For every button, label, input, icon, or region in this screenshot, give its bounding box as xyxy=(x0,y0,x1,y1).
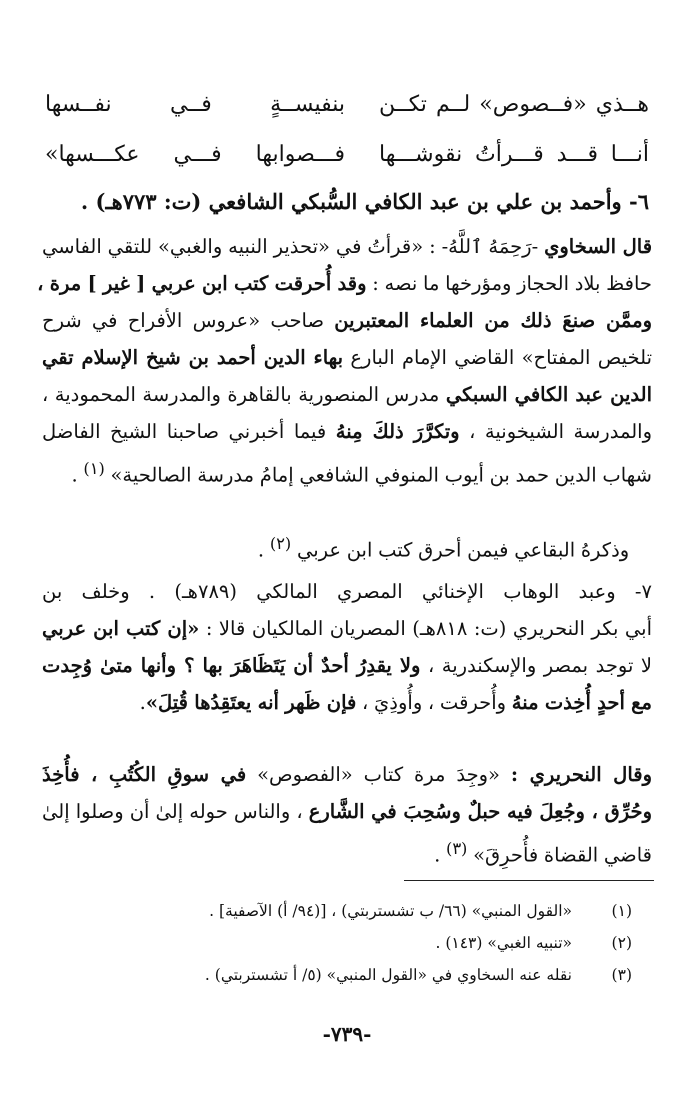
bold-span: وممَّن صنعَ ذلك من العلماء المعتبرين xyxy=(334,309,652,332)
verse-line xyxy=(45,85,649,125)
footnote-text: «تنبيه الغبي» (١٤٣) . xyxy=(435,934,572,952)
text-line xyxy=(42,684,652,721)
footnote-number: (٣) xyxy=(611,966,632,984)
punctuation: . xyxy=(139,691,146,714)
text-line xyxy=(42,573,652,610)
text-line xyxy=(42,793,652,830)
text-span: فيما أخبرني صاحبنا الشيخ الفاضل xyxy=(42,420,327,443)
text-span: : «قرأتُ في «تحذير النبيه والغبي» للتقي الفاسي xyxy=(42,235,436,258)
footnote-ref: (٢) xyxy=(269,534,292,553)
punctuation: . xyxy=(257,538,265,562)
footnote xyxy=(52,962,632,988)
bold-span: بهاء الدين أحمد بن شيخ الإسلام تقي xyxy=(42,346,344,369)
footnote-divider xyxy=(404,880,654,881)
paragraph-biqai xyxy=(42,525,652,562)
paragraph-nahriri xyxy=(42,756,652,867)
honorific: -رَحِمَهُ ٱللَّهُ- xyxy=(441,235,539,258)
text-span: وأُحرقت ، وأُوذِيَ ، xyxy=(362,691,507,714)
text-line xyxy=(42,647,652,684)
bold-span: فإن ظَهر أنه يعتَقِدُها قُتِلَ» xyxy=(145,691,357,714)
footnote-text: نقله عنه السخاوي في «القول المنبي» (٥/ أ تشستربتي) . xyxy=(204,966,572,984)
text-span: قاضي القضاة فأُحرِقَ» xyxy=(473,843,652,867)
footnote-ref: (١) xyxy=(83,459,105,478)
verse-second-hemistich: بنفيســةٍ فــي نفــسها xyxy=(45,92,345,117)
verse-first-hemistich: أنـــا قـــد قـــرأتُ نقوشـــها xyxy=(379,142,649,167)
text-span: صاحب «عروس الأفراح في شرح xyxy=(42,309,325,332)
text-line xyxy=(42,756,652,793)
text-line xyxy=(42,610,652,647)
paragraph-ikhnai xyxy=(42,573,652,721)
text-line xyxy=(42,339,652,376)
text-line xyxy=(42,228,652,265)
text-span: لا توجد بمصر والإسكندرية ، xyxy=(427,654,652,677)
text-span: ٧- وعبد الوهاب الإخنائي المصري المالكي (٧٨٩هـ) . وخلف بن xyxy=(42,580,653,603)
text-line xyxy=(42,450,652,487)
text-span: والمدرسة الشيخونية ، xyxy=(469,420,652,443)
text-line xyxy=(42,302,652,339)
text-line xyxy=(42,525,652,562)
speaker: وقال النحريري : xyxy=(510,763,653,786)
section-heading: ٦- وأحمد بن علي بن عبد الكافي السُّبكي الشافعي (ت: ٧٧٣هـ) . xyxy=(80,189,649,214)
verse-line xyxy=(45,135,649,175)
text-span: «وجِدَ مرة كتاب «الفصوص» xyxy=(257,763,500,786)
paragraph-sakhawi xyxy=(37,228,653,487)
bold-span: «إن كتب ابن عربي xyxy=(42,617,200,640)
punctuation: . xyxy=(434,843,441,867)
speaker: قال السخاوي xyxy=(544,235,653,258)
footnote-number: (٢) xyxy=(611,934,632,952)
text-span: ، والناس حوله إلىٰ أن وصلوا إلىٰ xyxy=(42,800,303,823)
verse-first-hemistich: هــذي «فــصوص» لــم تكــن xyxy=(379,92,649,117)
bold-span: وقد أُحرقت كتب ابن عربي [ غير ] مرة ، xyxy=(37,272,367,295)
bold-span: مع أحدٍ أُخِذت منهُ xyxy=(511,691,652,714)
text-line xyxy=(42,830,652,867)
footnote xyxy=(52,930,632,956)
text-line xyxy=(37,265,652,302)
bold-span: وحُرِّق ، وجُعِلَ فيه حبلٌ وسُحِبَ في الشَّارع xyxy=(308,800,652,823)
bold-span: وتكرَّرَ ذلكَ مِنهُ xyxy=(335,420,460,443)
footnote-text: «القول المنبي» (٦٦/ ب تشستربتي) ، [(٩٤/ أ) الآصفية] . xyxy=(209,902,572,920)
footnote xyxy=(52,898,632,924)
text-span: وذكرهُ البقاعي فيمن أحرق كتب ابن عربي xyxy=(296,538,630,562)
text-span: شهاب الدين حمد بن أيوب المنوفي الشافعي إمامُ مدرسة الصالحية» xyxy=(110,463,652,487)
bold-span: الدين عبد الكافي السبكي xyxy=(445,383,653,406)
bold-span: ولا يقدِرُ أحدٌ أن يَتَظَاهَرَ بها ؟ وأنها متىٰ وُجِدت xyxy=(42,654,421,677)
text-span: حافظ بلاد الحجاز ومؤرخها ما نصه : xyxy=(372,272,652,295)
text-line xyxy=(42,376,652,413)
text-span: مدرس المنصورية بالقاهرة والمدرسة المحمودية ، xyxy=(42,383,440,406)
page-number: -٧٣٩- xyxy=(322,1022,372,1046)
punctuation: . xyxy=(71,463,78,487)
footnote-number: (١) xyxy=(611,902,632,920)
text-span: أبي بكر النحريري (ت: ٨١٨هـ) المصريان المالكيان قالا : xyxy=(205,617,652,640)
verse-second-hemistich: فـــصوابها فـــي عكـــسها» xyxy=(45,142,345,167)
text-line xyxy=(42,413,652,450)
footnote-ref: (٣) xyxy=(445,839,468,858)
text-span: تلخيص المفتاح» القاضي الإمام البارع xyxy=(350,346,652,369)
bold-span: في سوقِ الكُتُبِ ، فأُخِذَ xyxy=(42,763,247,786)
